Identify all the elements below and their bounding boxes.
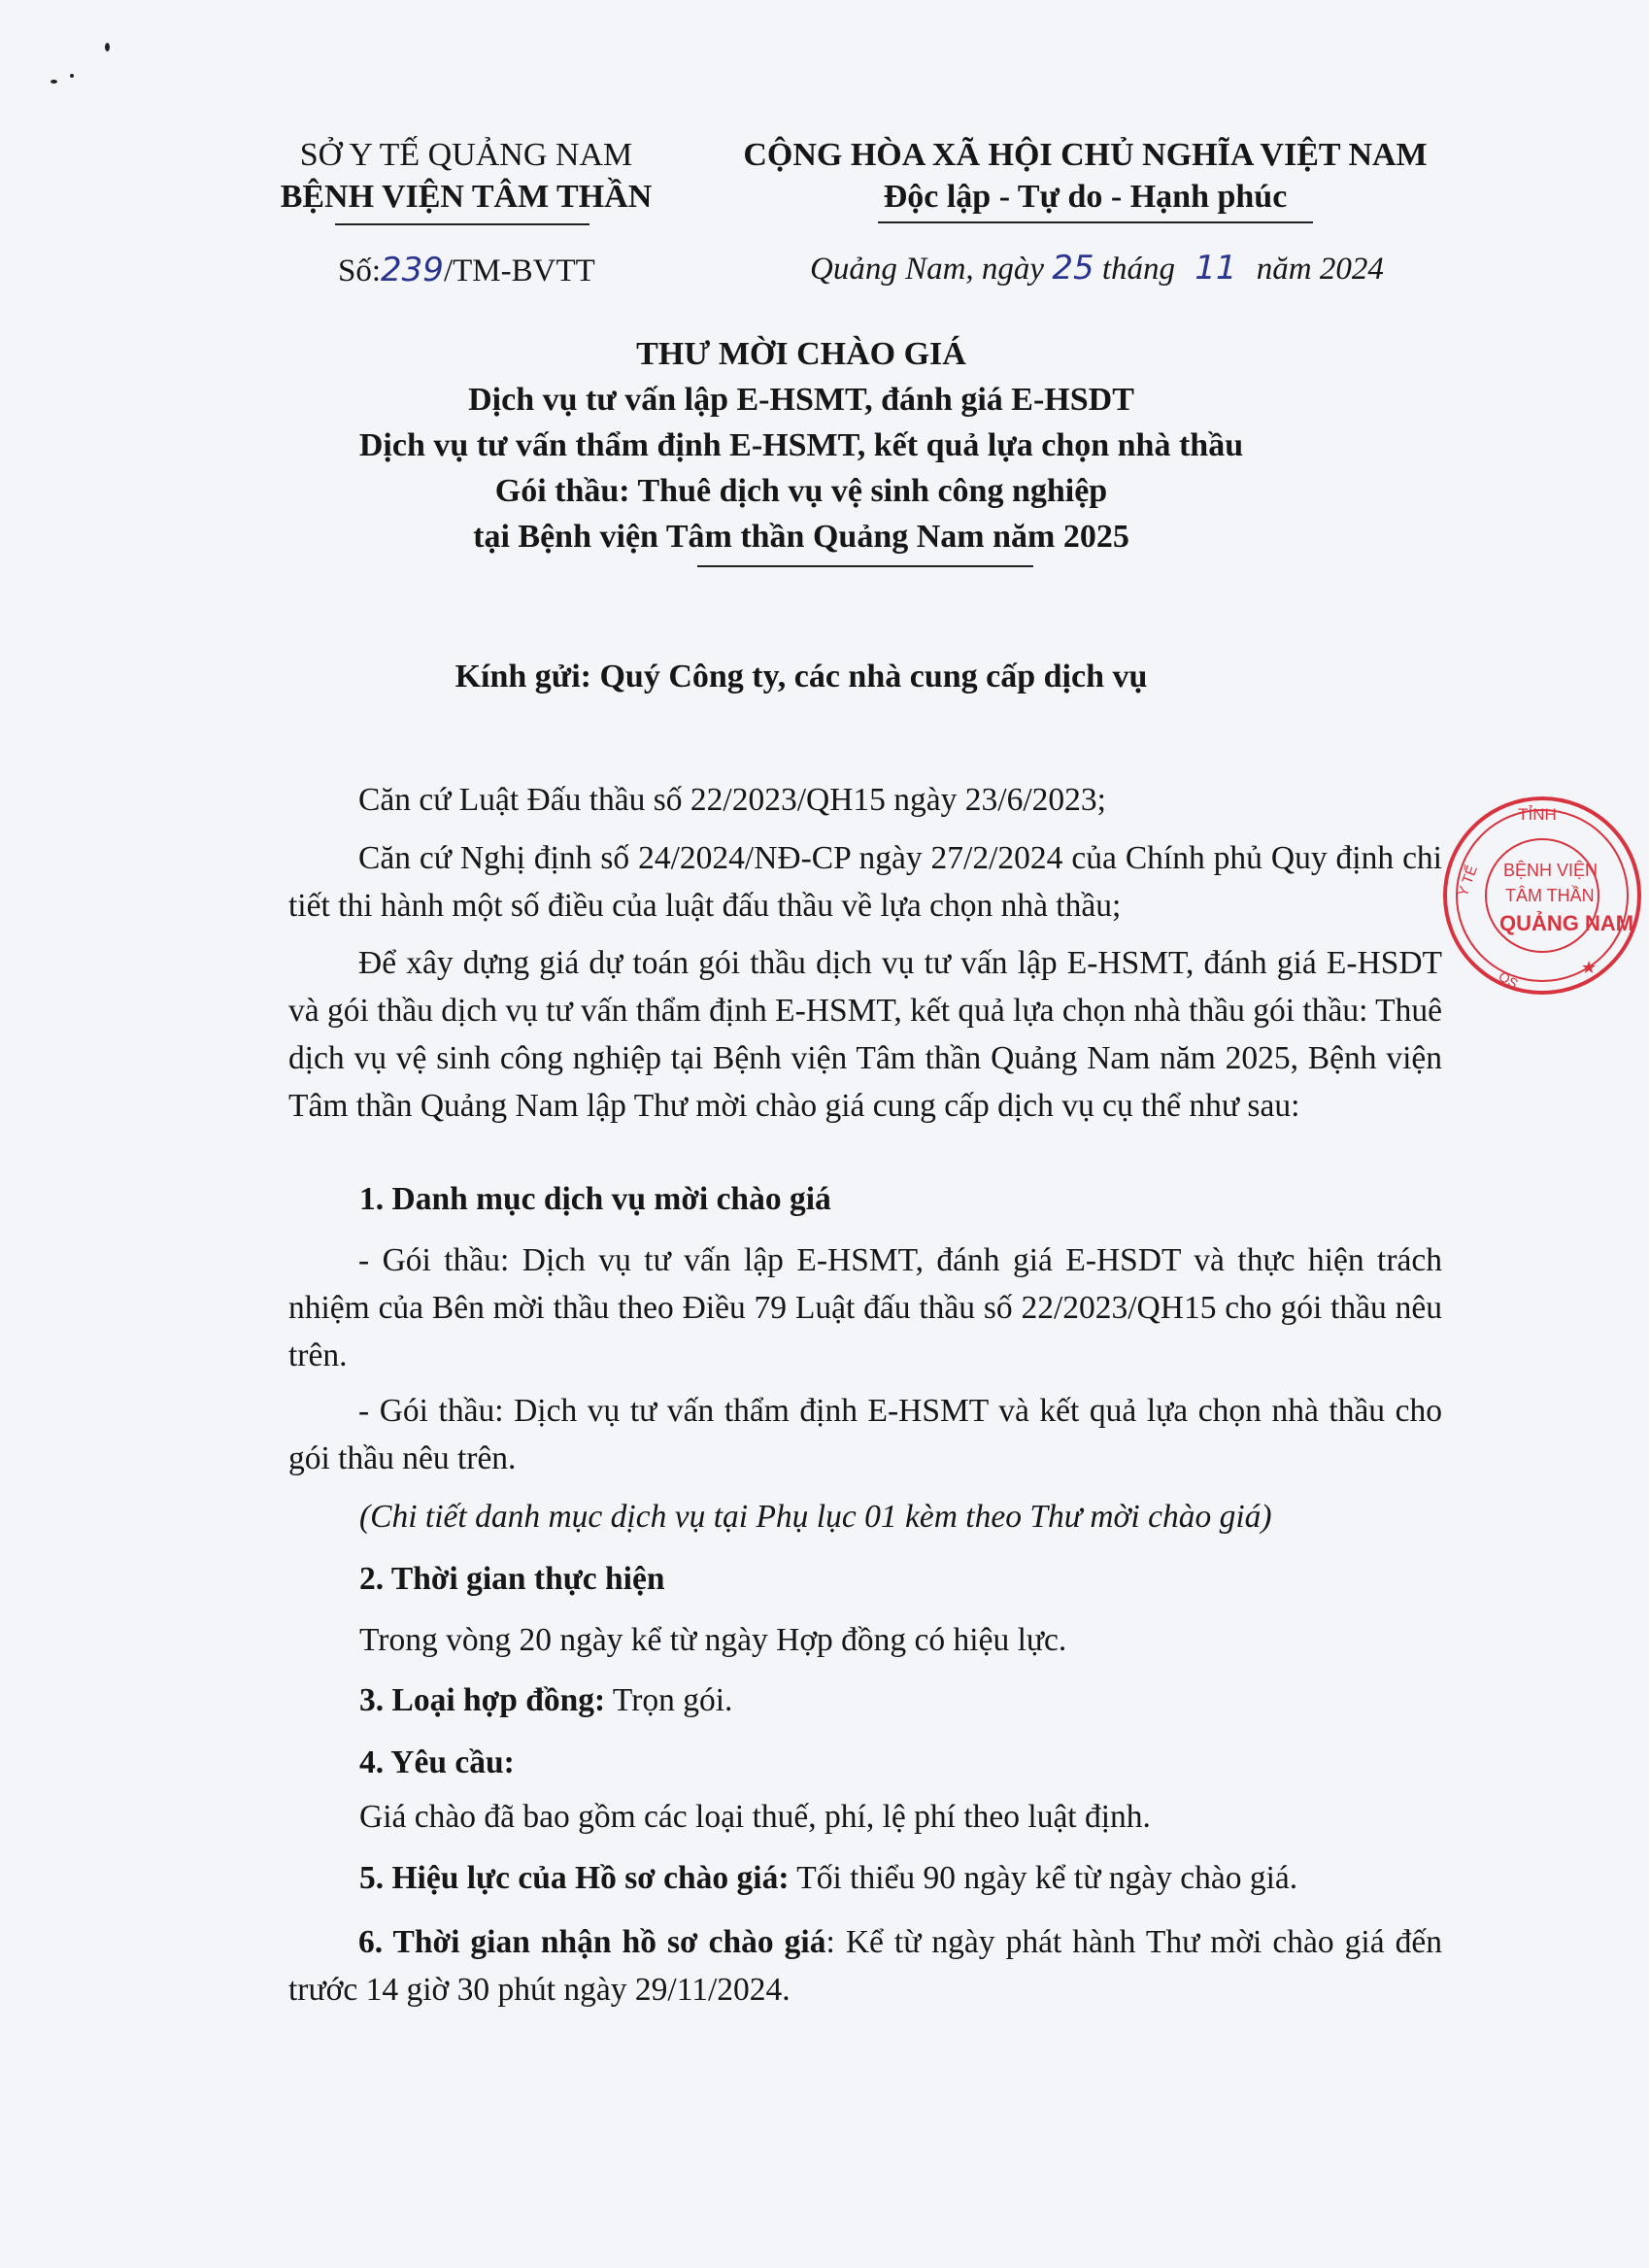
motto-underline <box>878 221 1313 223</box>
paragraph-legal-basis-2 <box>288 834 1442 930</box>
country-name: CỘNG HÒA XÃ HỘI CHỦ NGHĨA VIỆT NAM <box>743 137 1428 173</box>
title-underline <box>697 565 1033 567</box>
stamp-top-text: TỈNH <box>1518 805 1557 824</box>
section-2-heading: 2. Thời gian thực hiện <box>359 1561 665 1597</box>
section-1-item-2 <box>288 1387 1442 1482</box>
section-6 <box>288 1918 1442 2014</box>
letter-subtitle-2: Dịch vụ tư vấn thẩm định E-HSMT, kết quả lựa chọn nhà thầu <box>358 427 1244 463</box>
stamp-name-line-2: TÂM THẦN <box>1505 886 1595 905</box>
section-4-text: Giá chào đã bao gồm các loại thuế, phí, lệ phí theo luật định. <box>359 1799 1151 1835</box>
hospital-name: BỆNH VIỆN TÂM THẦN <box>280 179 653 215</box>
paragraph-text: - Gói thầu: Dịch vụ tư vấn thẩm định E-HSMT và kết quả lựa chọn nhà thầu cho gói thầu nêu trên. <box>288 1393 1442 1476</box>
scan-speck <box>105 43 110 51</box>
paragraph-purpose <box>288 939 1442 1130</box>
date-month-handwritten: 11 <box>1195 249 1237 288</box>
hospital-underline <box>335 223 589 225</box>
stamp-left-text: Y TẾ <box>1454 863 1481 899</box>
scan-speck <box>50 80 57 84</box>
document-number-suffix: /TM-BVTT <box>443 254 595 288</box>
letter-subtitle-3: Gói thầu: Thuê dịch vụ vệ sinh công nghiệp <box>494 473 1108 509</box>
section-1-item-1 <box>288 1236 1442 1379</box>
document-number <box>338 251 595 289</box>
section-2-text: Trong vòng 20 ngày kể từ ngày Hợp đồng có hiệu lực. <box>359 1622 1067 1658</box>
document-number-handwritten: 239 <box>381 251 444 289</box>
stamp-bottom-text: QS <box>1496 967 1522 992</box>
section-5-heading: 5. Hiệu lực của Hồ sơ chào giá: <box>359 1860 790 1896</box>
section-1-heading: 1. Danh mục dịch vụ mời chào giá <box>359 1181 831 1217</box>
date-place: Quảng Nam, ngày <box>810 252 1045 287</box>
document-number-prefix: Số: <box>338 254 382 288</box>
letter-subtitle-1: Dịch vụ tư vấn lập E-HSMT, đánh giá E-HSDT <box>468 382 1134 418</box>
date-day-handwritten: 25 <box>1052 249 1094 288</box>
section-3-heading: 3. Loại hợp đồng: <box>359 1682 606 1718</box>
paragraph-text: Căn cứ Nghị định số 24/2024/NĐ-CP ngày 27/2/2024 của Chính phủ Quy định chi tiết thi hành một số điều của luật đấu thầu về lựa chọn nhà thầu; <box>288 840 1442 924</box>
letter-subtitle-4: tại Bệnh viện Tâm thần Quảng Nam năm 2025 <box>473 519 1129 555</box>
scan-speck <box>70 74 74 78</box>
section-1-note: (Chi tiết danh mục dịch vụ tại Phụ lục 01 kèm theo Thư mời chào giá) <box>359 1499 1272 1535</box>
letter-title: THƯ MỜI CHÀO GIÁ <box>636 336 966 372</box>
official-stamp <box>1435 789 1649 1002</box>
section-3-text: Trọn gói. <box>605 1682 733 1718</box>
department-name: SỞ Y TẾ QUẢNG NAM <box>299 137 633 173</box>
stamp-star-icon: ★ <box>1581 958 1598 977</box>
paragraph-text: Để xây dựng giá dự toán gói thầu dịch vụ tư vấn lập E-HSMT, đánh giá E-HSDT và gói thầu dịch vụ tư vấn thẩm định E-HSMT, kết quả lựa chọn nhà thầu gói thầu: Thuê dịch vụ vệ sinh công nghiệp tại Bệnh viện Tâm thần Quảng Nam năm 2025, Bệnh viện Tâm thần Quảng Nam lập Thư mời chào giá cung cấp dịch vụ cụ thể như sau: <box>288 945 1442 1124</box>
section-6-heading: 6. Thời gian nhận hồ sơ chào giá <box>358 1924 826 1960</box>
date-month-label: tháng <box>1101 252 1176 287</box>
section-3 <box>359 1682 732 1719</box>
stamp-name-line-1: BỆNH VIỆN <box>1503 861 1599 880</box>
greeting: Kính gửi: Quý Công ty, các nhà cung cấp dịch vụ <box>454 659 1148 694</box>
national-motto: Độc lập - Tự do - Hạnh phúc <box>883 179 1288 215</box>
document-date <box>810 249 1384 288</box>
section-5 <box>359 1860 1297 1897</box>
section-6-text: : Kể từ ngày phát hành Thư mời chào giá đến trước 14 giờ 30 phút ngày 29/11/2024. <box>288 1924 1442 2008</box>
paragraph-text: Căn cứ Luật Đấu thầu số 22/2023/QH15 ngày 23/6/2023; <box>358 782 1106 818</box>
paragraph-text: - Gói thầu: Dịch vụ tư vấn lập E-HSMT, đánh giá E-HSDT và thực hiện trách nhiệm của Bên mời thầu theo Điều 79 Luật đấu thầu số 22/2023/QH15 cho gói thầu nêu trên. <box>288 1242 1442 1373</box>
paragraph-legal-basis-1 <box>288 776 1442 824</box>
stamp-name-line-3: QUẢNG NAM <box>1499 911 1634 935</box>
section-4-heading: 4. Yêu cầu: <box>359 1744 515 1780</box>
section-5-text: Tối thiểu 90 ngày kể từ ngày chào giá. <box>789 1860 1298 1896</box>
date-year: năm 2024 <box>1256 252 1384 287</box>
